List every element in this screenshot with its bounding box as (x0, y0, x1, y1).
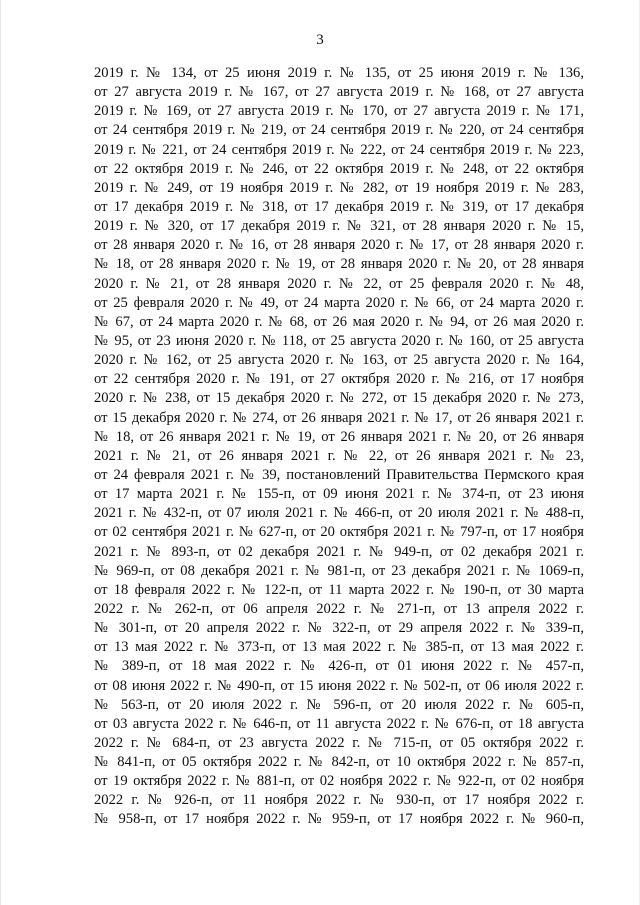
text-line: № 18, от 26 января 2021 г. № 19, от 26 января 2021 г. № 20, от 26 января (94, 428, 584, 445)
text-line: № 958-п, от 17 ноября 2022 г. № 959-п, от 17 ноября 2022 г. № 960-п, (94, 811, 584, 828)
text-line: от 15 декабря 2020 г. № 274, от 26 января 2021 г. № 17, от 26 января 2021 г. (94, 409, 584, 426)
text-line: от 22 октября 2019 г. № 246, от 22 октября 2019 г. № 248, от 22 октября (94, 160, 584, 177)
text-line: № 969-п, от 08 декабря 2021 г. № 981-п, от 23 декабря 2021 г. № 1069-п, (94, 562, 584, 579)
text-line: № 841-п, от 05 октября 2022 г. № 842-п, от 10 октября 2022 г. № 857-п, (94, 754, 584, 771)
text-line: от 24 сентября 2019 г. № 219, от 24 сентября 2019 г. № 220, от 24 сентября (94, 122, 584, 139)
text-line: от 22 сентября 2020 г. № 191, от 27 октября 2020 г. № 216, от 17 ноября (94, 371, 584, 388)
text-line: 2021 г. № 432-п, от 07 июля 2021 г. № 466-п, от 20 июля 2021 г. № 488-п, (94, 505, 584, 522)
text-line: от 27 августа 2019 г. № 167, от 27 августа 2019 г. № 168, от 27 августа (94, 84, 584, 101)
text-line: от 08 июня 2022 г. № 490-п, от 15 июня 2022 г. № 502-п, от 06 июля 2022 г. (94, 677, 584, 694)
text-line: 2020 г. № 21, от 28 января 2020 г. № 22, от 25 февраля 2020 г. № 48, (94, 275, 584, 292)
text-line: 2020 г. № 238, от 15 декабря 2020 г. № 272, от 15 декабря 2020 г. № 273, (94, 390, 584, 407)
text-line: от 13 мая 2022 г. № 373-п, от 13 мая 2022 г. № 385-п, от 13 мая 2022 г. (94, 639, 584, 656)
text-line: 2020 г. № 162, от 25 августа 2020 г. № 163, от 25 августа 2020 г. № 164, (94, 352, 584, 369)
text-line: № 18, от 28 января 2020 г. № 19, от 28 января 2020 г. № 20, от 28 января (94, 256, 584, 273)
text-line: 2019 г. № 249, от 19 ноября 2019 г. № 282, от 19 ноября 2019 г. № 283, (94, 179, 584, 196)
text-line: № 563-п, от 20 июля 2022 г. № 596-п, от 20 июля 2022 г. № 605-п, (94, 696, 584, 713)
text-line: № 67, от 24 марта 2020 г. № 68, от 26 мая 2020 г. № 94, от 26 мая 2020 г. (94, 313, 584, 330)
text-line: от 28 января 2020 г. № 16, от 28 января 2020 г. № 17, от 28 января 2020 г. (94, 237, 584, 254)
text-line: от 25 февраля 2020 г. № 49, от 24 марта 2020 г. № 66, от 24 марта 2020 г. (94, 294, 584, 311)
text-line: № 389-п, от 18 мая 2022 г. № 426-п, от 01 июня 2022 г. № 457-п, (94, 658, 584, 675)
page-number: 3 (316, 32, 324, 48)
body-text (94, 64, 584, 830)
text-line: 2022 г. № 262-п, от 06 апреля 2022 г. № 271-п, от 13 апреля 2022 г. (94, 600, 584, 617)
text-line: № 95, от 23 июня 2020 г. № 118, от 25 августа 2020 г. № 160, от 25 августа (94, 332, 584, 349)
text-line: 2019 г. № 134, от 25 июня 2019 г. № 135, от 25 июня 2019 г. № 136, (94, 65, 584, 81)
text-line: от 17 декабря 2019 г. № 318, от 17 декабря 2019 г. № 319, от 17 декабря (94, 198, 584, 215)
text-line: 2021 г. № 21, от 26 января 2021 г. № 22, от 26 января 2021 г. № 23, (94, 447, 584, 464)
text-line: от 02 сентября 2021 г. № 627-п, от 20 октября 2021 г. № 797-п, от 17 ноября (94, 524, 584, 541)
page-edge-left (0, 0, 1, 905)
text-line: от 18 февраля 2022 г. № 122-п, от 11 марта 2022 г. № 190-п, от 30 марта (94, 581, 584, 598)
text-line: 2019 г. № 320, от 17 декабря 2019 г. № 321, от 28 января 2020 г. № 15, (94, 218, 584, 235)
text-line: от 17 марта 2021 г. № 155-п, от 09 июня 2021 г. № 374-п, от 23 июня (94, 486, 584, 503)
text-line: от 24 февраля 2021 г. № 39, постановлений Правительства Пермского края (94, 466, 584, 483)
text-line: 2022 г. № 684-п, от 23 августа 2022 г. № 715-п, от 05 октября 2022 г. (94, 734, 584, 751)
text-line: 2019 г. № 169, от 27 августа 2019 г. № 170, от 27 августа 2019 г. № 171, (94, 103, 584, 120)
text-line: 2021 г. № 893-п, от 02 декабря 2021 г. № 949-п, от 02 декабря 2021 г. (94, 543, 584, 560)
text-line: от 03 августа 2022 г. № 646-п, от 11 августа 2022 г. № 676-п, от 18 августа (94, 715, 584, 732)
text-line: № 301-п, от 20 апреля 2022 г. № 322-п, от 29 апреля 2022 г. № 339-п, (94, 620, 584, 637)
text-line: 2019 г. № 221, от 24 сентября 2019 г. № 222, от 24 сентября 2019 г. № 223, (94, 141, 584, 158)
text-line: 2022 г. № 926-п, от 11 ноября 2022 г. № 930-п, от 17 ноября 2022 г. (94, 792, 584, 809)
text-line: от 19 октября 2022 г. № 881-п, от 02 ноября 2022 г. № 922-п, от 02 ноября (94, 773, 584, 790)
